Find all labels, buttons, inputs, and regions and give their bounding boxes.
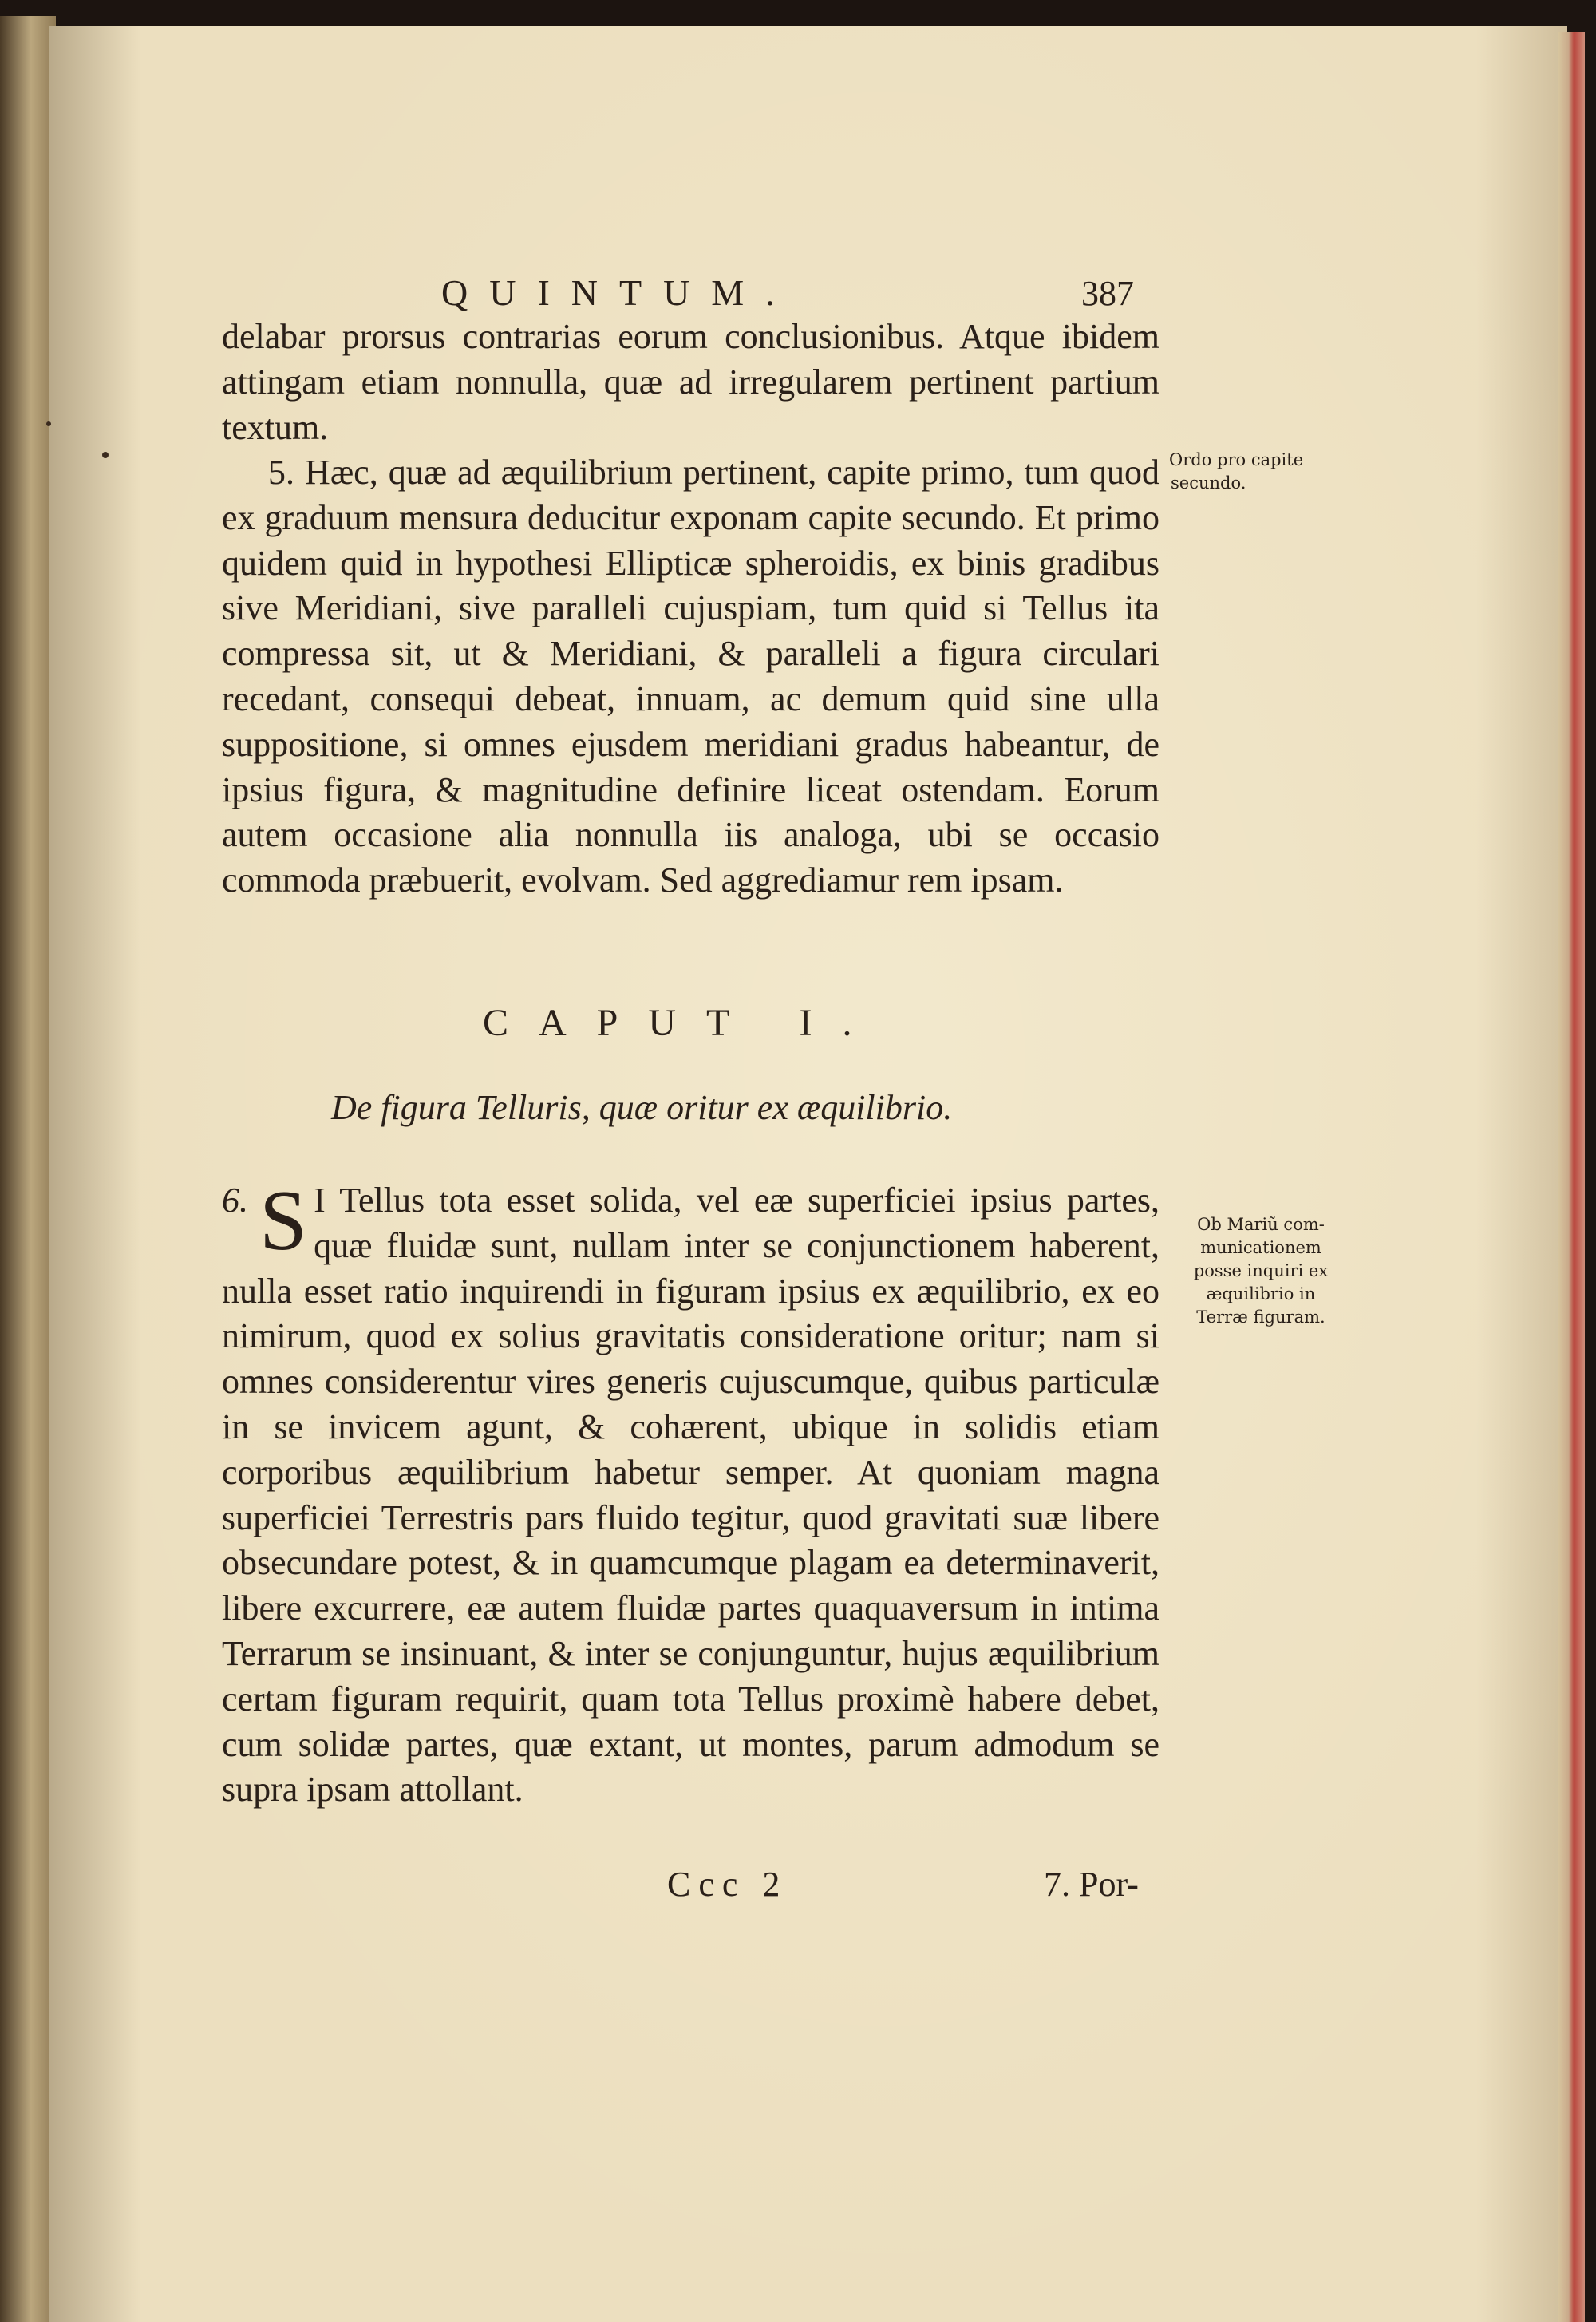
section-5-text: Hæc, quæ ad æquilibrium pertinent, capite primo, tum quod ex graduum mensura deducitur exponam capite secundo. Et primo quidem quid in hypothesi Ellipticæ spheroidis, ex binis gradibus sive Meridiani, sive paralleli cujuspiam, tum quid si Tellus ita compressa sit, ut & Meridiani, & paralleli a figura circulari recedant, consequi debeat, innuam, ac demum quid sine ulla suppositione, si omnes ejusdem meridiani gradus habeantur, de ipsius figura, & magnitudine definire liceat ostendam. Eorum autem occasione alia nonnulla iis analoga, ubi se occasio commoda præbuerit, evolvam. Sed aggrediamur rem ipsam. xyxy=(222,453,1160,900)
section-5-number: 5. xyxy=(268,453,294,492)
page-number: 387 xyxy=(1081,274,1134,313)
opening-paragraph-text: delabar prorsus contrarias eorum conclusionibus. Atque ibidem attingam etiam nonnulla, quæ ad irregularem pertinent partium textum. xyxy=(222,317,1159,447)
margin-note-2-line: posse inquiri ex xyxy=(1193,1261,1329,1280)
section-6-paragraph xyxy=(222,1173,1159,1813)
chapter-subtitle: De figura Telluris, quæ oritur ex æquilibrio. xyxy=(331,1088,953,1127)
catchword: 7. Por- xyxy=(1044,1865,1139,1904)
page-edge-red xyxy=(1558,32,1585,2322)
ink-speck xyxy=(102,452,109,458)
margin-note-2-line: Ob Mariũ com- xyxy=(1197,1215,1325,1234)
margin-note-ordo xyxy=(1169,449,1353,495)
book-spine-left xyxy=(0,16,56,2322)
ink-speck xyxy=(46,421,51,426)
margin-note-2-line: æquilibrio in xyxy=(1206,1284,1316,1303)
signature-mark: Ccc 2 xyxy=(667,1865,788,1904)
drop-cap-letter: S xyxy=(259,1173,308,1268)
section-6-text: I Tellus tota esset solida, vel eæ superficiei ipsius partes, quæ fluidæ sunt, nullam inter se conjunctionem haberent, nulla esset ratio inquirendi in figuram ipsius ex æquilibrio, ex eo nimirum, quod ex solius gravitatis consideratione oritur; nam si omnes considerentur vires generis cujuscumque, quibus particulæ in se invicem agunt, & cohærent, ubique in solidis etiam corporibus æquilibrium habetur semper. At quoniam magna superficiei Terrestris pars fluido tegitur, quod gravitati suæ libere obsecundare potest, & in quamcumque plagam ea determinaverit, libere excurrere, eæ autem fluidæ partes quaquaversum in intima Terrarum se insinuant, & inter se conjunguntur, hujus æquilibrium certam figuram requirit, quam tota Tellus proximè habere debet, cum solidæ partes, quæ extant, ut montes, parum admodum se supra ipsam attollant. xyxy=(222,1181,1159,1810)
margin-note-2-line: municationem xyxy=(1200,1238,1321,1257)
margin-note-maria xyxy=(1169,1213,1353,1329)
running-head-title: QUINTUM. xyxy=(441,272,796,313)
margin-note-1-line: Ordo pro capite xyxy=(1169,450,1304,469)
section-6-number: 6. xyxy=(222,1181,248,1220)
margin-note-2-line: Terræ figuram. xyxy=(1196,1307,1325,1327)
opening-paragraph xyxy=(222,314,1159,450)
chapter-heading: CAPUT I. xyxy=(483,1002,883,1044)
margin-note-1-line: secundo. xyxy=(1171,473,1246,492)
section-5-paragraph xyxy=(222,450,1159,904)
